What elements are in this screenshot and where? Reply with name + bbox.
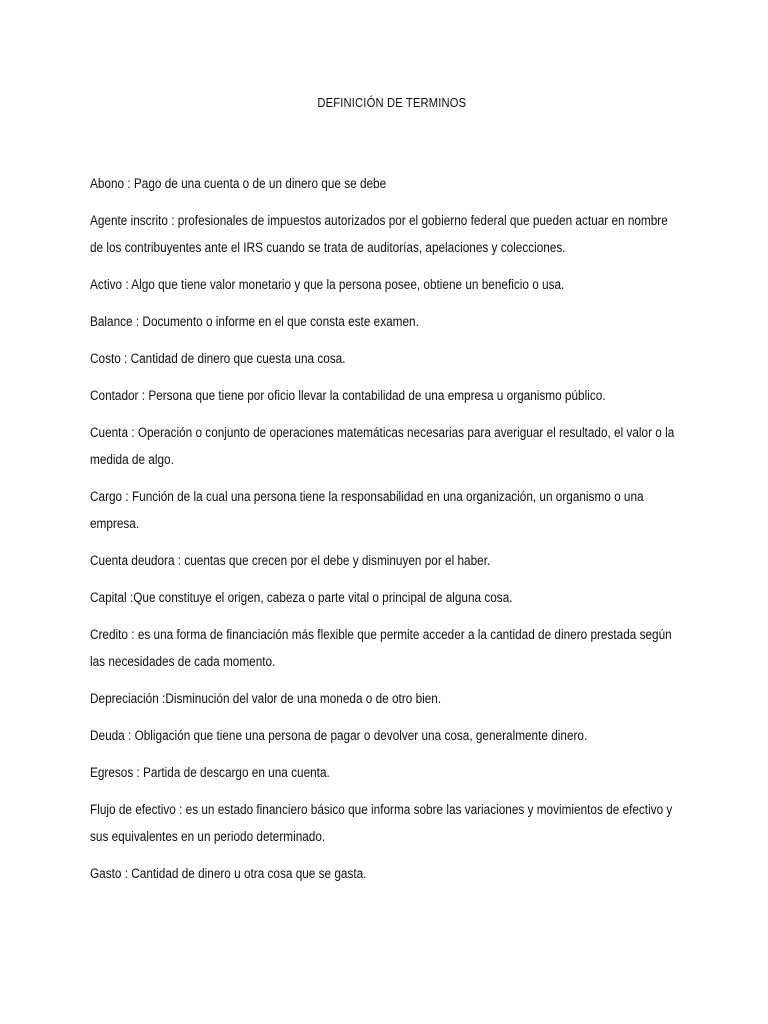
term-name: Capital — [90, 590, 127, 605]
term-separator: : — [127, 627, 138, 642]
term-definition: profesionales de impuestos autorizados por el gobierno federal que pueden actuar en nombre de los contribuyentes ante el IRS cuando se trata de auditorías, apelaciones y colecciones. — [90, 213, 668, 255]
term-definition: Persona que tiene por oficio llevar la contabilidad de una empresa u organismo público. — [148, 388, 606, 403]
term-definition: Algo que tiene valor monetario y que la persona posee, obtiene un beneficio o usa. — [131, 277, 565, 292]
term-separator: : — [128, 425, 138, 440]
term-cargo — [90, 483, 681, 537]
term-definition: es un estado financiero básico que informa sobre las variaciones y movimientos de efectivo y sus equivalentes en un periodo determinado. — [90, 802, 673, 844]
term-name: Cuenta deudora — [90, 553, 175, 568]
term-separator: : — [120, 351, 131, 366]
term-name: Contador — [90, 388, 139, 403]
term-name: Costo — [90, 351, 121, 366]
term-credito — [90, 621, 681, 675]
term-separator: : — [174, 553, 185, 568]
term-name: Credito — [90, 627, 128, 642]
page-title: DEFINICIÓN DE TERMINOS — [317, 95, 467, 110]
term-depreciacion — [90, 685, 681, 712]
term-separator: : — [124, 176, 134, 191]
term-separator: : — [138, 388, 149, 403]
term-flujo-de-efectivo — [90, 796, 681, 850]
term-activo — [90, 271, 681, 298]
term-cuenta — [90, 419, 681, 473]
term-definition: Disminución del valor de una moneda o de otro bien. — [165, 691, 442, 706]
term-separator: : — [122, 489, 132, 504]
term-name: Egresos — [90, 765, 134, 780]
term-deuda — [90, 722, 681, 749]
term-agente-inscrito — [90, 207, 681, 261]
term-balance — [90, 308, 681, 335]
term-separator: : — [121, 866, 132, 881]
term-definition: Obligación que tiene una persona de pagar o devolver una cosa, generalmente dinero. — [134, 728, 588, 743]
term-separator: : — [175, 802, 186, 817]
term-name: Agente inscrito — [90, 213, 168, 228]
term-definition: Cantidad de dinero u otra cosa que se gasta. — [131, 866, 367, 881]
term-definition: es una forma de financiación más flexible que permite acceder a la cantidad de dinero prestada según las necesidades de cada momento. — [90, 627, 672, 669]
term-name: Activo — [90, 277, 123, 292]
term-name: Flujo de efectivo — [90, 802, 176, 817]
term-definition: Partida de descargo en una cuenta. — [143, 765, 330, 780]
term-separator: : — [132, 314, 143, 329]
term-definition: Función de la cual una persona tiene la responsabilidad en una organización, un organismo o una empresa. — [90, 489, 644, 531]
term-separator: : — [126, 590, 134, 605]
term-contador — [90, 382, 681, 409]
term-capital — [90, 584, 681, 611]
term-name: Cuenta — [90, 425, 129, 440]
term-definition: cuentas que crecen por el debe y disminuyen por el haber. — [184, 553, 491, 568]
term-definition: Documento o informe en el que consta este examen. — [142, 314, 419, 329]
term-gasto — [90, 860, 681, 887]
term-definition: Que constituye el origen, cabeza o parte vital o principal de alguna cosa. — [133, 590, 513, 605]
term-name: Deuda — [90, 728, 125, 743]
term-separator: : — [158, 691, 166, 706]
term-name: Gasto — [90, 866, 122, 881]
term-list — [90, 170, 682, 897]
term-separator: : — [122, 277, 132, 292]
term-name: Cargo — [90, 489, 123, 504]
term-definition: Pago de una cuenta o de un dinero que se debe — [133, 176, 387, 191]
term-separator: : — [124, 728, 135, 743]
term-definition: Operación o conjunto de operaciones matemáticas necesarias para averiguar el resultado, el valor o la medida de algo. — [90, 425, 675, 467]
term-name: Balance — [90, 314, 133, 329]
term-abono — [90, 170, 681, 197]
term-separator: : — [133, 765, 144, 780]
term-egresos — [90, 759, 681, 786]
term-costo — [90, 345, 681, 372]
term-name: Depreciación — [90, 691, 159, 706]
term-name: Abono — [90, 176, 125, 191]
term-cuenta-deudora — [90, 547, 681, 574]
term-definition: Cantidad de dinero que cuesta una cosa. — [130, 351, 346, 366]
term-separator: : — [167, 213, 178, 228]
